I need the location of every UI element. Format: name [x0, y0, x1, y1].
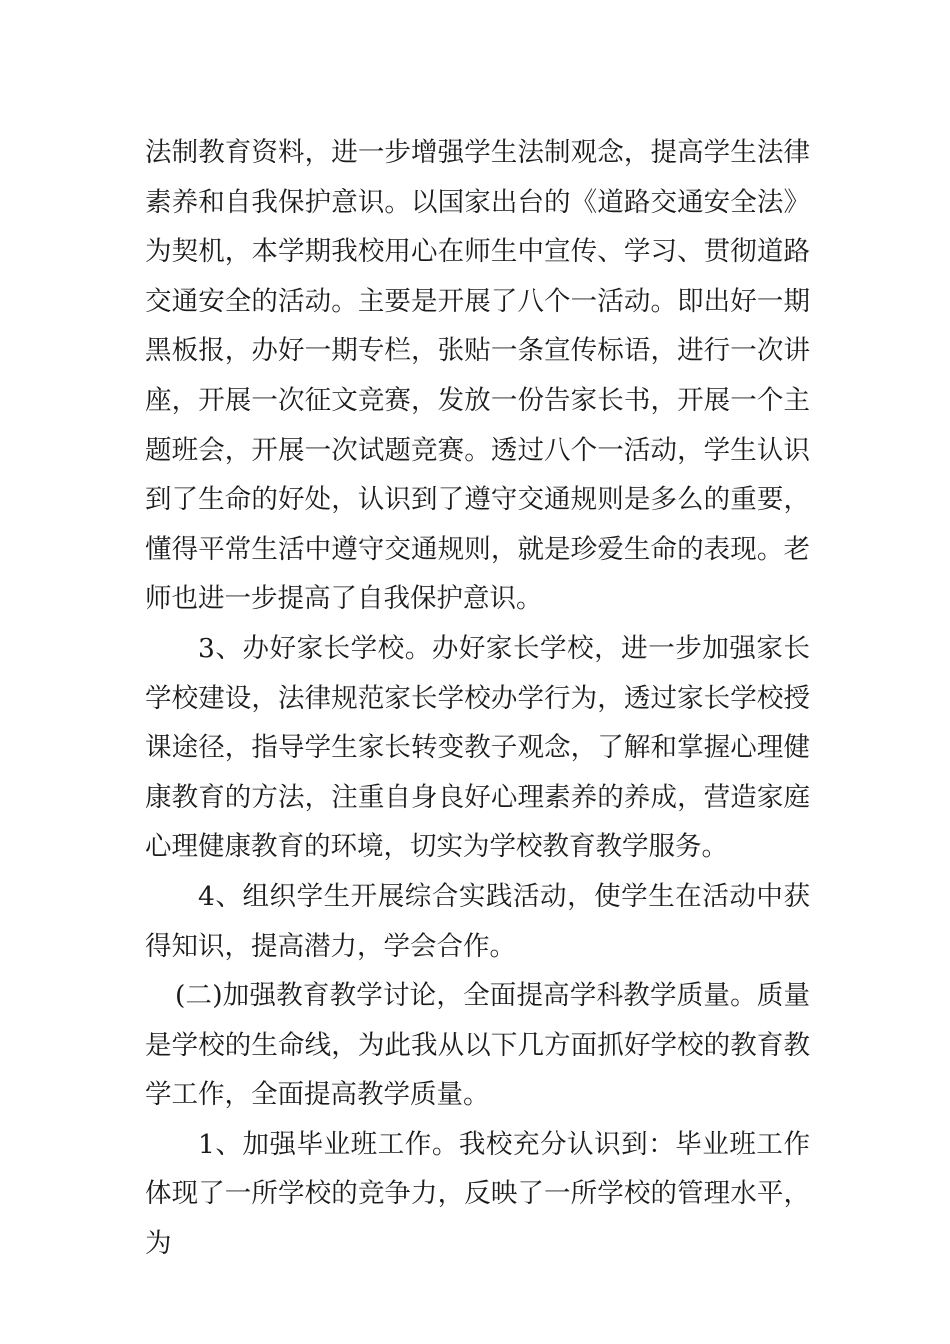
document-body [145, 128, 810, 1269]
paragraph-legal-education: 法制教育资料，进一步增强学生法制观念，提高学生法律素养和自我保护意识。以国家出台的《道路交通安全法》为契机，本学期我校用心在师生中宣传、学习、贯彻道路交通安全的活动。主要是开展了八个一活动。即出好一期黑板报，办好一期专栏，张贴一条宣传标语，进行一次讲座，开展一次征文竞赛，发放一份告家长书，开展一个主题班会，开展一次试题竞赛。透过八个一活动，学生认识到了生命的好处，认识到了遵守交通规则是多么的重要，懂得平常生活中遵守交通规则，就是珍爱生命的表现。老师也进一步提高了自我保护意识。 [145, 137, 810, 615]
paragraph-parent-school: 3、办好家长学校。办好家长学校，进一步加强家长学校建设，法律规范家长学校办学行为，透过家长学校授课途径，指导学生家长转变教子观念，了解和掌握心理健康教育的方法，注重自身良好心理素养的养成，营造家庭心理健康教育的环境，切实为学校教育教学服务。 [145, 632, 810, 863]
paragraph-practice-activities: 4、组织学生开展综合实践活动，使学生在活动中获得知识，提高潜力，学会合作。 [145, 880, 810, 962]
paragraph-graduating-class: 1、加强毕业班工作。我校充分认识到：毕业班工作体现了一所学校的竞争力，反映了一所学校的管理水平，为 [145, 1128, 810, 1260]
paragraph-teaching-quality: (二)加强教育教学讨论，全面提高学科教学质量。质量是学校的生命线，为此我从以下几方面抓好学校的教育教学工作，全面提高教学质量。 [145, 980, 810, 1111]
